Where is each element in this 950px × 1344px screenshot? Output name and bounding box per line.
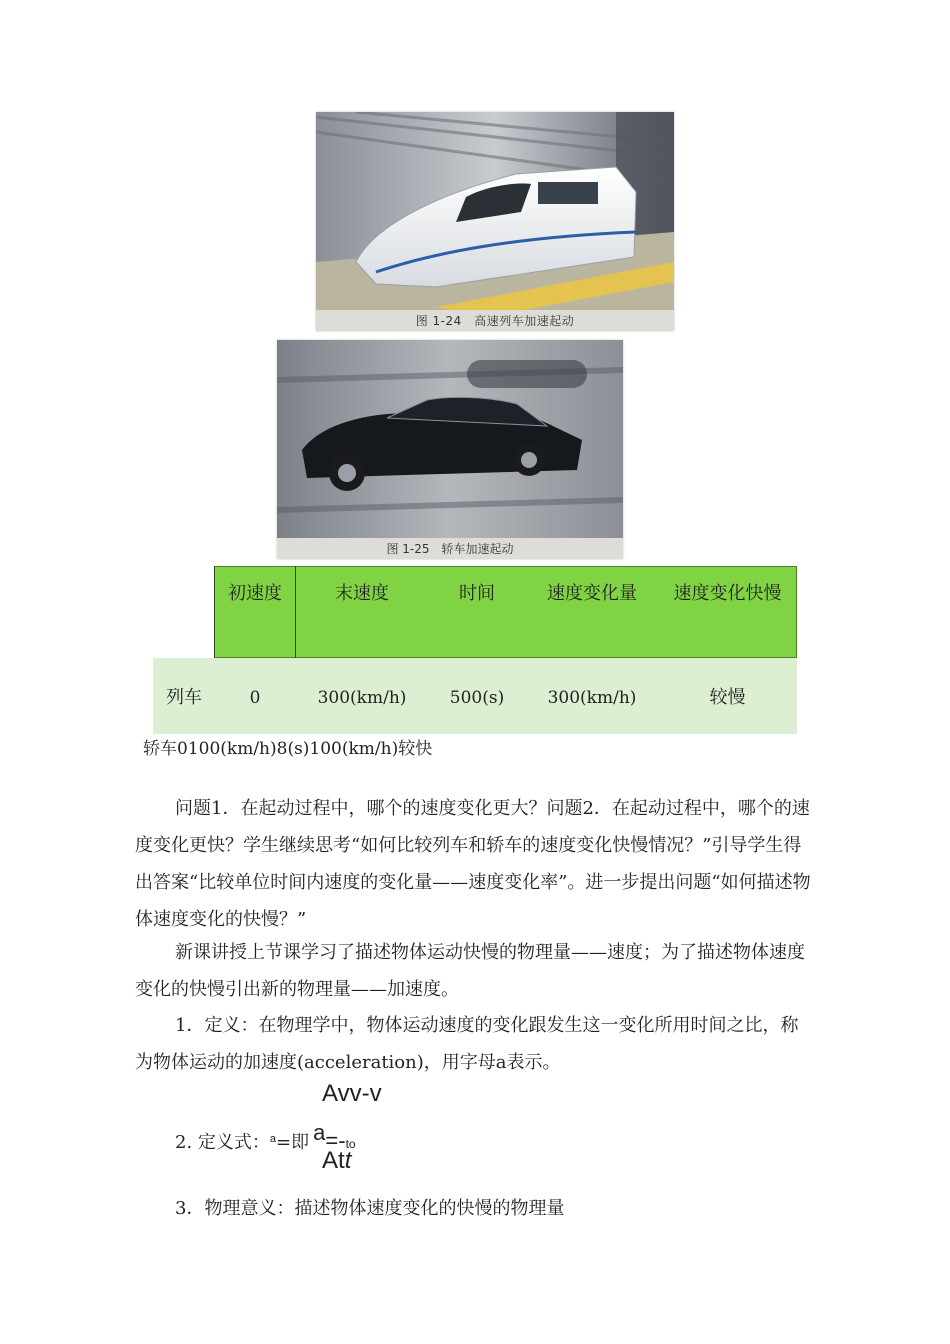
paragraph-definition: 1．定义：在物理学中，物体运动速度的变化跟发生这一变化所用时间之比，称为物体运动的加速度(acceleration)，用字母a表示。 (135, 1015, 799, 1073)
figure-train-photo (316, 112, 674, 331)
formula-eq-ji: =即 (276, 1132, 310, 1153)
car-illustration (277, 340, 623, 559)
table-row-car-text: 轿车0100(km/h)8(s)100(km/h)较快 (143, 739, 433, 759)
formula-a-small: a (269, 1133, 277, 1145)
table-header-initial-velocity: 初速度 (228, 583, 282, 604)
table-header-time: 时间 (459, 583, 495, 604)
table-header-velocity-change: 速度变化量 (547, 583, 637, 604)
figure-car-photo (277, 340, 623, 559)
table-cell: 较慢 (709, 687, 746, 708)
formula-delta-t: At (322, 1147, 345, 1174)
table-header-change-rate: 速度变化快慢 (673, 583, 782, 604)
table-header-final-velocity: 末速度 (335, 583, 389, 604)
table-cell: 300(km/h) (547, 688, 637, 708)
table-cell: 500(s) (449, 688, 505, 708)
table-row-label: 列车 (166, 687, 202, 708)
formula-denominator (322, 1147, 351, 1175)
paragraph-new-lesson: 新课讲授上节课学习了描述物体运动快慢的物理量——速度；为了描述物体速度变化的快慢引出新的物理量——加速度。 (135, 942, 805, 1000)
formula-numerator: Avv-v (322, 1080, 382, 1107)
paragraph-meaning: 3．物理意义：描述物体速度变化的快慢的物理量 (175, 1198, 565, 1219)
table-cell: 0 (249, 688, 261, 708)
paragraph-questions: 问题1．在起动过程中，哪个的速度变化更大？问题2．在起动过程中，哪个的速度变化更快？学生继续思考“如何比较列车和轿车的速度变化快慢情况？”引导学生得出答案“比较单位时间内速度的变化量——速度变化率”。进一步提出问题“如何描述物体速度变化的快慢？” (135, 798, 811, 930)
formula-label: 2. 定义式： (175, 1132, 270, 1153)
formula-sub-to: to (345, 1137, 356, 1151)
figure-car-caption: 图 1-25 轿车加速起动 (386, 542, 514, 556)
formula-t-italic: t (344, 1147, 352, 1174)
formula-eq-to: =- (325, 1128, 346, 1153)
table-cell: 300(km/h) (317, 688, 407, 708)
train-illustration (316, 112, 674, 331)
formula-a-big: a (313, 1120, 326, 1145)
figure-train-caption: 图 1-24 高速列车加速起动 (415, 314, 575, 328)
